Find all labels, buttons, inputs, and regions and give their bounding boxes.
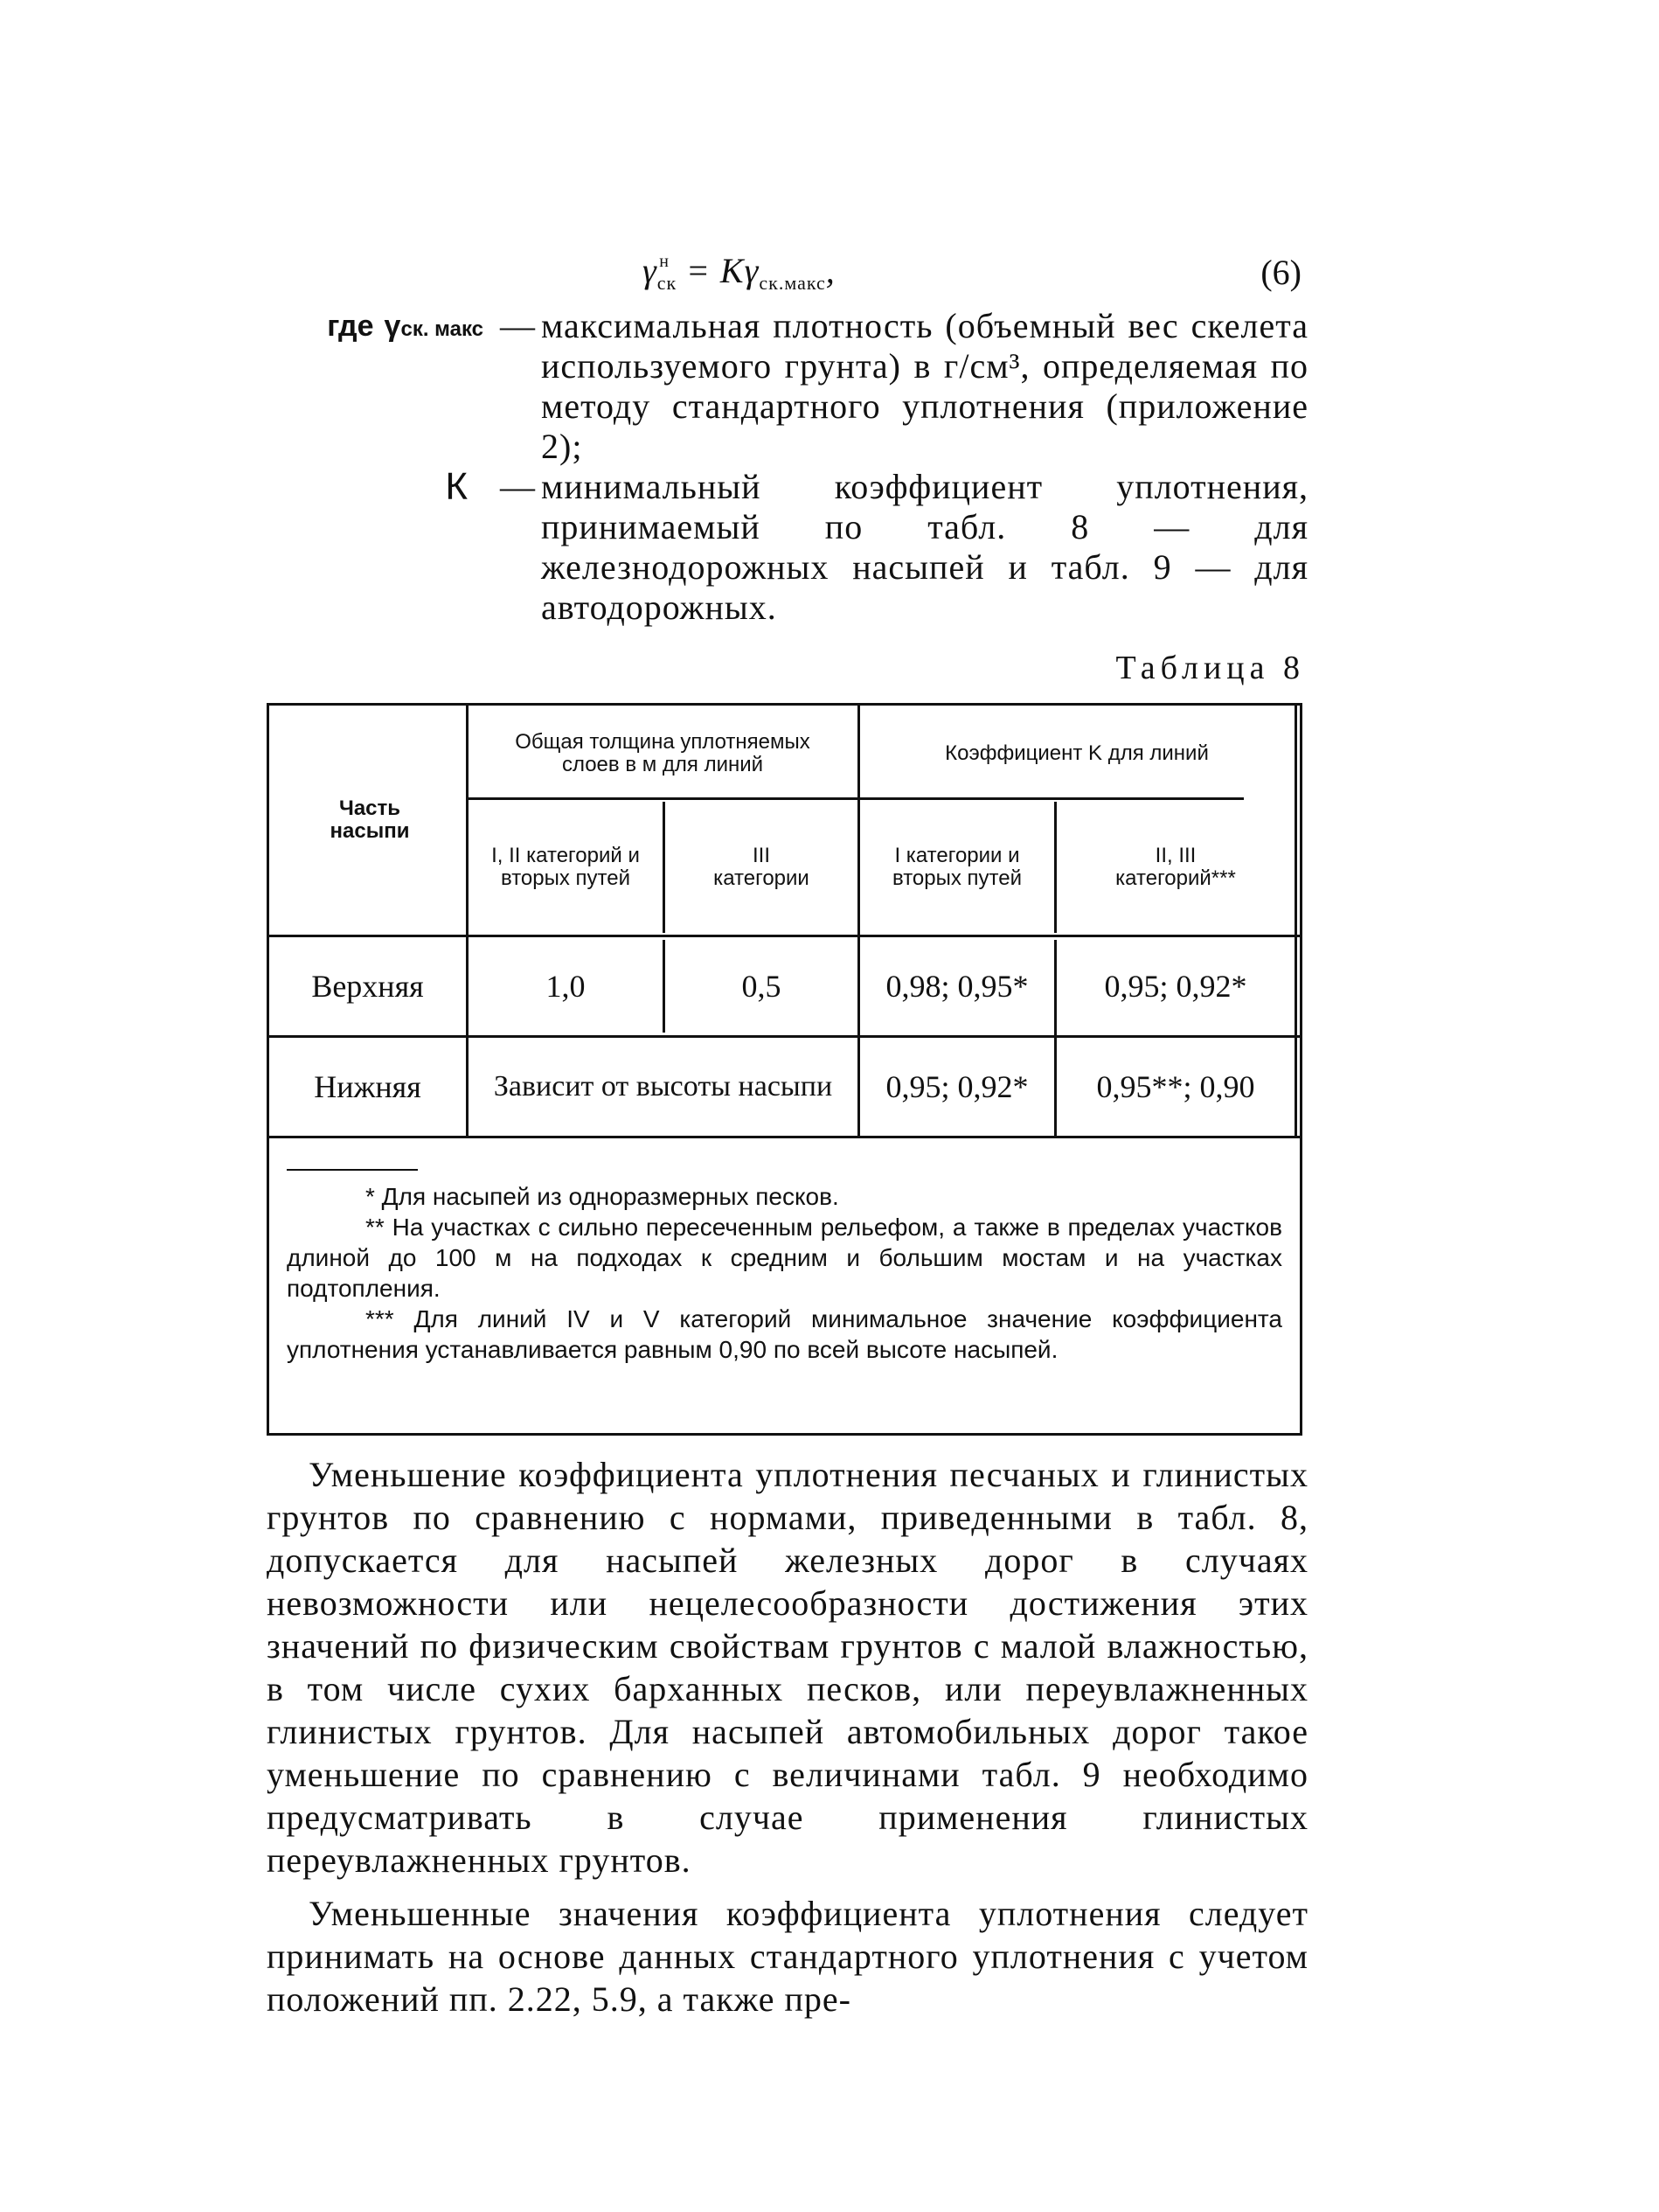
formula-lhs-subscript: ск bbox=[656, 272, 677, 294]
header-coef-col-1: I категории и вторых путей bbox=[892, 844, 1023, 890]
body-text bbox=[267, 1453, 1308, 2021]
definition-k bbox=[267, 467, 1308, 628]
formula-rhs-coefficient: K bbox=[719, 251, 745, 290]
definition-prefix: где bbox=[327, 310, 374, 343]
table-footnotes bbox=[287, 1169, 1282, 1365]
footnote-2: ** На участках с сильно пересеченным рельефом, а также в пределах участков длиной до 100 м на подходах к средним и большим мостам и на участках подтопления. bbox=[287, 1214, 1282, 1302]
row-lower-thickness-merged: Зависит от высоты насыпи bbox=[493, 1070, 833, 1103]
formula-lhs-symbol: γ bbox=[642, 251, 657, 290]
definitions bbox=[267, 306, 1308, 628]
header-part: Часть насыпи bbox=[330, 796, 410, 843]
formula-lhs-superscript: н bbox=[659, 252, 670, 271]
paragraph-2: Уменьшенные значения коэффициента уплотнения следует принимать на основе данных стандартного уплотнения с учетом положений пп. 2.22, 5.9, а также пре- bbox=[267, 1894, 1308, 2019]
row-upper-thickness-1: 1,0 bbox=[545, 969, 586, 1004]
formula-rhs-symbol: γ bbox=[744, 251, 760, 290]
formula-rhs-subscript: ск.макс bbox=[759, 272, 826, 294]
paragraph-1: Уменьшение коэффициента уплотнения песчаных и глинистых грунтов по сравнению с нормами, приведенными в табл. 8, допускается для насыпей железных дорог в случаях невозможности или нецелесообразности достижения этих значений по физическим свойствам грунтов с малой влажностью, в том числе сухих барханных песков, или переувлажненных глинистых грунтов. Для насыпей автомобильных дорог такое уменьшение по сравнению с величинами табл. 9 необходимо предусматривать в случае применения глинистых переувлажненных грунтов. bbox=[267, 1455, 1308, 1880]
formula-trailing: , bbox=[825, 251, 836, 290]
row-lower-part: Нижняя bbox=[314, 1069, 421, 1104]
formula-6 bbox=[267, 245, 1308, 306]
row-lower-coef-2: 0,95**; 0,90 bbox=[1096, 1069, 1255, 1104]
header-thickness-group: Общая толщина уплотняемых слоев в м для линий bbox=[515, 730, 810, 776]
definition-symbol: К bbox=[445, 465, 468, 508]
definition-dash: — bbox=[500, 467, 535, 506]
formula-expression bbox=[642, 250, 836, 295]
footnote-rule bbox=[287, 1169, 418, 1171]
header-coef-col-2: II, III категорий*** bbox=[1115, 844, 1236, 890]
table-body-bottom-rule bbox=[269, 1136, 1300, 1138]
table-vrule bbox=[1054, 802, 1057, 933]
row-upper-coef-2: 0,95; 0,92* bbox=[1104, 969, 1247, 1004]
table-group-header-rule bbox=[466, 797, 1244, 800]
header-thickness-col-2: III категории bbox=[713, 844, 809, 890]
header-thickness-col-1: I, II категорий и вторых путей bbox=[491, 844, 640, 890]
table-caption: Таблица 8 bbox=[1115, 650, 1305, 686]
row-upper-coef-1: 0,98; 0,95* bbox=[885, 969, 1029, 1004]
definition-symbol-subscript: ск. макс bbox=[400, 317, 483, 341]
footnote-1: * Для насыпей из одноразмерных песков. bbox=[365, 1183, 839, 1210]
definition-text: максимальная плотность (объемный вес скелета используемого грунта) в г/см³, определяемая по методу стандартного уплотнения (приложение 2); bbox=[541, 306, 1308, 466]
formula-equals: = bbox=[685, 251, 711, 290]
table-vrule bbox=[1295, 706, 1297, 1136]
definition-symbol: γ bbox=[384, 310, 401, 343]
table-vrule bbox=[663, 802, 665, 933]
definition-term bbox=[267, 306, 494, 350]
definition-text: минимальный коэффициент уплотнения, принимаемый по табл. 8 — для железнодорожных насыпей и табл. 9 — для автодорожных. bbox=[541, 467, 1308, 627]
definition-dash: — bbox=[500, 306, 535, 345]
definition-gamma bbox=[267, 306, 1308, 467]
table-8 bbox=[267, 703, 1302, 1436]
header-coef-group: Коэффициент K для линий bbox=[945, 741, 1209, 765]
definition-term bbox=[267, 467, 494, 507]
row-lower-coef-1: 0,95; 0,92* bbox=[885, 1069, 1029, 1104]
document-page bbox=[267, 245, 1308, 2021]
footnote-3: *** Для линий IV и V категорий минимальное значение коэффициента уплотнения устанавливается равным 0,90 по всей высоте насыпей. bbox=[287, 1305, 1282, 1363]
row-upper-part: Верхняя bbox=[311, 969, 424, 1004]
row-upper-thickness-2: 0,5 bbox=[741, 969, 781, 1004]
formula-number: (6) bbox=[1260, 253, 1302, 292]
